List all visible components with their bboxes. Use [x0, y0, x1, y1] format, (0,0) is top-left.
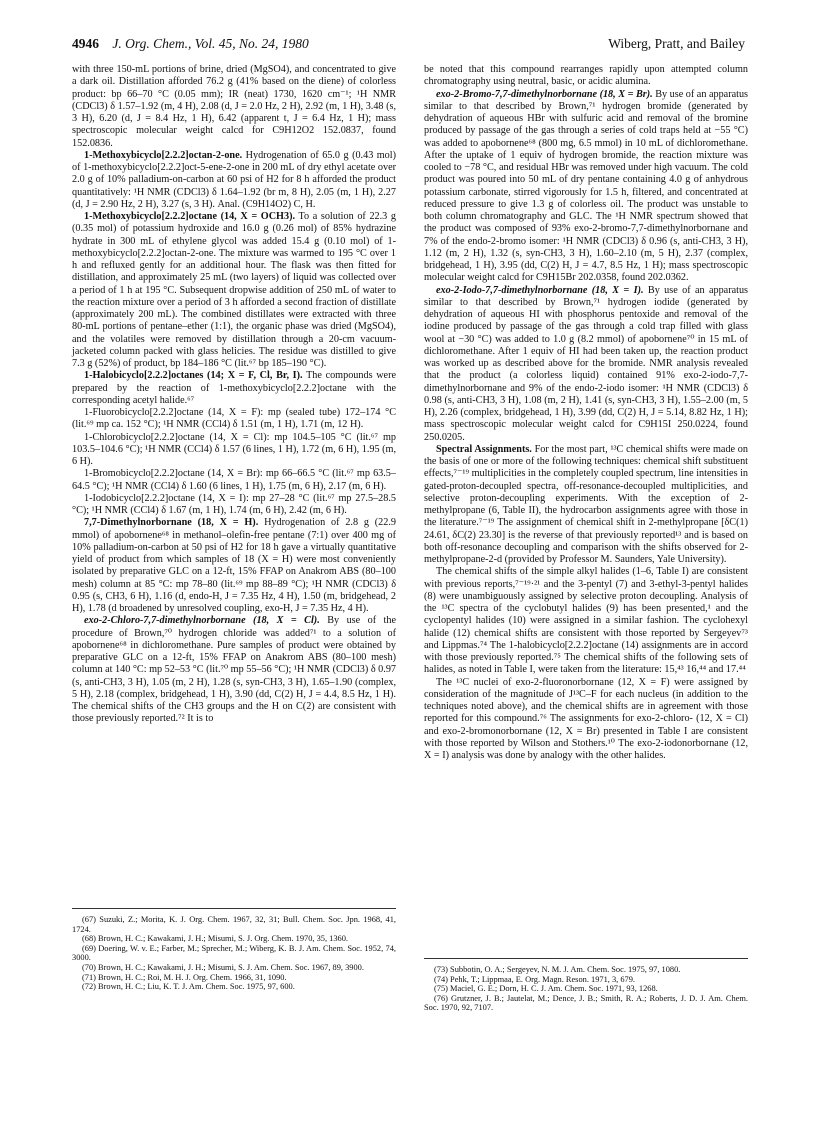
paragraph [424, 444, 748, 567]
footnote-rule [72, 908, 396, 909]
footnote: (75) Maciel, G. E.; Dorn, H. C. J. Am. Chem. Soc. 1971, 93, 1268. [434, 984, 658, 994]
paragraph-text: For the most part, ¹³C chemical shifts were made on the basis of one or more of the following techniques: chemical shift substituent effects,⁷⁻¹⁹ multiplicities in the completely coupled spectrum, line intensities in gated-proton-decoupled spectra, off-resonance-decoupled multiplicities, and selective proton-decoupling experiments. With the exception of 2-methylpropane (6, Table II), the hydrocarbon assignments agree with those in the literature.⁷⁻¹⁹ The assignment of chemical shift in 2-methylpropane [δC(1) 24.61, δC(2) 23.30] is the reverse of that previously reported¹³ and is based on both off-resonance decoupling and comparison with the shifts observed for 2-methylpropane-2-d (provided by Professor M. Saunders, Yale University). [424, 443, 749, 565]
paragraph [424, 89, 748, 285]
footnote: (69) Doering, W. v. E.; Farber, M.; Sprecher, M.; Wiberg, K. B. J. Am. Chem. Soc. 1952, 74, 3000. [72, 943, 396, 963]
paragraph [72, 370, 396, 407]
footnote: (72) Brown, H. C.; Liu, K. T. J. Am. Chem. Soc. 1975, 97, 600. [82, 982, 295, 992]
header-left [72, 36, 309, 52]
footnote: (73) Subbotin, O. A.; Sergeyev, N. M. J. Am. Chem. Soc. 1975, 97, 1080. [434, 965, 681, 974]
paragraph-text: To a solution of 22.3 g (0.35 mol) of potassium hydroxide and 16.0 g (0.26 mol) of 85% hydrazine hydrate in 300 mL of ethylene glycol was added 15.4 g (0.10 mol) of 1-methoxybicyclo[2.2.2]octan-2-one. The mixture was warmed to 195 °C over 1 h and refluxed gently for an additional hour. The flask was then fitted for distillation, and approximately 25 mL (two layers) of liquid was collected over a period of 1 h at 195 °C. Subsequent dropwise addition of 250 mL of water to the reaction mixture over a period of 3 h afforded a second fraction of distillate (approximately 200 mL). The combined distillates were extracted with three 80-mL portions of pentane–ether (1:1), the organic phase was dried (MgSO4), and the volatiles were removed by distillation through a 20-cm vacuum-jacketed column packed with glass helicies. The residue was distilled to give 7.3 g (52%) of product, bp 184–186 °C (lit.⁶⁷ bp 185–190 °C). [72, 211, 396, 369]
paragraph [424, 285, 748, 444]
section-heading: 1-Methoxybicyclo[2.2.2]octan-2-one. [84, 149, 243, 161]
paragraph-text: Hydrogenation of 2.8 g (22.9 mmol) of apobornene⁶⁸ in methanol–olefin-free pentane (7:1) over 400 mg of 10% palladium-on-carbon at 50 psi of H2 for 18 h gave a virtually quantitative yield of product from which samples of 18 (X = H) were most conveniently isolated by preparative GLC on a 12-ft, 15% FFAP on Anakrom ABS (80–100 mesh) column at 85 °C: mp 78–80 (lit.⁶⁹ mp 88–89 °C); ¹H NMR (CDCl3) δ 0.95 (s, CH3, 6 H), 1.16 (d, endo-H, J = 7.35 Hz, 4 H), 1.50 (m, bridgehead, 2 H), 1.78 (d broadened by unresolved coupling, exo-H, J = 7.35 Hz, 4 H). [72, 517, 397, 614]
paragraph-text: 1-Chlorobicyclo[2.2.2]octane (14, X = Cl): mp 104.5–105 °C (lit.⁶⁷ mp 103.5–104.6 °C); ¹H NMR (CCl4) δ 1.57 (6 lines, 1 H), 1.72 (m, 6 H), 1.95 (m, 6 H). [72, 431, 396, 467]
paragraph [424, 64, 748, 89]
paragraph-text: The chemical shifts of the simple alkyl halides (1–6, Table I) are consistent with previous reports,⁷⁻¹⁹·²¹ and the 3-pentyl (7) and 3-ethyl-3-pentyl halides (8) were unambiguously assigned by selective proton decoupling. Analysis of the ¹³C spectra of the cyclobutyl halides (9) has been presented,¹ and the cyclopentyl halides (10) were assigned in a similar fashion. The cyclohexyl halide (12) chemical shifts are consistent with those reported by Sergeyev⁷³ and Lippmas.⁷⁴ The 1-halobicyclo[2.2.2]octane (14) assignments are in accord with those previously reported.⁷⁵ The chemical shifts of the following sets of halides, as noted in Table I, were taken from the literature: 15,⁴³ 16,⁴⁴ and 17.⁴⁴ [424, 566, 748, 676]
footnote: (70) Brown, H. C.; Kawakami, J. H.; Misumi, S. J. Am. Chem. Soc. 1967, 89, 3900. [82, 962, 364, 972]
paragraph-text: The compounds were prepared by the reaction of 1-methoxybicyclo[2.2.2]octane with the corresponding acetyl halide.⁶⁷ [72, 370, 396, 406]
footnote: (67) Suzuki, Z.; Morita, K. J. Org. Chem. 1967, 32, 31; Bull. Chem. Soc. Jpn. 1968, 41, 1724. [72, 915, 396, 934]
journal-citation: J. Org. Chem., Vol. 45, No. 24, 1980 [112, 36, 309, 51]
section-heading: 7,7-Dimethylnorbornane (18, X = H). [84, 517, 259, 529]
paragraph [72, 493, 396, 518]
paragraph [72, 407, 396, 432]
section-heading: exo-2-Chloro-7,7-dimethylnorbornane (18, X = Cl). [84, 615, 320, 627]
footnote: (68) Brown, H. C.; Kawakami, J. H.; Misumi, S. J. Org. Chem. 1970, 35, 1360. [82, 934, 348, 944]
paragraph [72, 468, 396, 493]
paragraph-text: be noted that this compound rearranges rapidly upon attempted column chromatography using neutral, basic, or acidic alumina. [424, 64, 748, 88]
running-header [72, 36, 745, 56]
section-heading: exo-2-Bromo-7,7-dimethylnorbornane (18, X = Br). [436, 88, 653, 100]
paragraph [72, 150, 396, 211]
header-authors: Wiberg, Pratt, and Bailey [608, 36, 745, 51]
paragraph-text: 1-Bromobicyclo[2.2.2]octane (14, X = Br): mp 66–66.5 °C (lit.⁶⁷ mp 63.5–64.5 °C); ¹H NMR (CCl4) δ 1.60 (6 lines, 1 H), 1.75 (m, 6 H), 2.17 (m, 6 H). [72, 468, 396, 492]
paragraph-text: Hydrogenation of 65.0 g (0.43 mol) of 1-methoxybicyclo[2.2.2]oct-5-ene-2-one in 200 mL of dry ethyl acetate over 2.0 g of 10% palladium-on-carbon at 60 psi of H2 for 8 h afforded the product quantitatively: ¹H NMR (CDCl3) δ 1.64–1.92 (br m, 8 H), 2.05 (m, 1 H), 2.27 (d, J = 2.90 Hz, 2 H), 3.27 (s, 3 H). Anal. (C9H14O2) C, H. [72, 149, 397, 210]
right-column [424, 64, 748, 762]
footnotes-left [72, 908, 396, 992]
footnote: (71) Brown, H. C.; Roi, M. H. J. Org. Chem. 1966, 31, 1090. [82, 972, 287, 982]
paragraph-text: 1-Fluorobicyclo[2.2.2]octane (14, X = F): mp (sealed tube) 172–174 °C (lit.⁶⁹ mp ca. 152 °C); ¹H NMR (CCl4) δ 1.51 (m, 1 H), 1.71 (m, 12 H). [72, 407, 396, 431]
section-heading: 1-Halobicyclo[2.2.2]octanes (14; X = F, Cl, Br, I). [84, 370, 303, 382]
paragraph-text: 1-Iodobicyclo[2.2.2]octane (14, X = I): mp 27–28 °C (lit.⁶⁷ mp 27.5–28.5 °C); ¹H NMR (CCl4) δ 1.67 (m, 1 H), 1.74 (m, 6 H), 2.42 (m, 6 H). [72, 492, 396, 516]
paragraph [72, 615, 396, 725]
paragraph-text: By use of an apparatus similar to that described by Brown,⁷¹ hydrogen bromide (generated by dehydration of aqueous HBr with sulfuric acid and removal of the bromine produced by passage of the gas through a series of cold traps held at −55 °C) was added to apobornene⁶⁸ (800 mg, 6.5 mmol) in 10 mL of dichloromethane. After the uptake of 1 equiv of hydrogen bromide, the reaction mixture was cooled to −78 °C, and residual HBr was removed under high vacuum. The cold product was poured into 50 mL of dry pentane containing 4.0 g of anhydrous potassium carbonate, stirred vigorously for 1.5 h, filtered, and concentrated at reduced pressure to give 1.3 g of colorless oil. The product was unstable to both column chromatography and GLC. The ¹H NMR spectrum showed that the product was composed of 93% exo-2-bromo-7,7-dimethylnorbornane and 7% of the endo-2-bromo isomer: ¹H NMR (CDCl3) δ 0.96 (s, anti-CH3, 3 H), 1.12 (m, 2 H), 1.32 (s, syn-CH3, 3 H), 1.60–2.10 (m, 5 H), 2.37 (complex, bridgehead, 1 H), 3.95 (dd, C(2) H, J = 4.7, 8.5 Hz, 1 H); mass spectroscopic molecular weight calcd for C9H15Br 202.0358, found 202.0362. [424, 88, 749, 284]
footnotes-right [424, 958, 748, 1013]
paragraph [72, 211, 396, 370]
paragraph-text: with three 150-mL portions of brine, dried (MgSO4), and concentrated to give a dark oil. Distillation afforded 76.2 g (41% based on the diene) of colorless product: bp 66–70 °C (0.05 mm); IR (neat) 1730, 1620 cm⁻¹; ¹H NMR (CDCl3) δ 1.57–1.92 (m, 4 H), 2.08 (d, J = 2.0 Hz, 2 H), 2.92 (m, 1 H), 3.48 (s, 3 H), 6.20 (d, J = 8.4 Hz, 1 H), 6.42 (apparent t, J = 6.4 Hz, 1 H); mass spectroscopic molecular weight calcd for C9H12O2 152.0837, found 152.0836. [72, 64, 396, 149]
footnote: (74) Pehk, T.; Lippmaa, E. Org. Magn. Reson. 1971, 3, 679. [434, 974, 635, 984]
paragraph [72, 517, 396, 615]
paragraph [72, 64, 396, 150]
paragraph-text: The ¹³C nuclei of exo-2-fluoronorbornane (12, X = F) were assigned by consideration of the magnitude of J¹³C–F for each nucleus (in addition to the techniques noted above), and the chemical shifts are in agreement with those reported for this compound.⁷⁶ The assignments for exo-2-chloro- (12, X = Cl) and exo-2-bromonorbornane (12, X = Br) presented in Table I are consistent with those reported by Wilson and Stothers.¹⁰ The exo-2-iodonorbornane (12, X = I) analysis was done by analogy with the other halides. [424, 676, 748, 761]
page-number: 4946 [72, 36, 99, 51]
paragraph-text: By use of the procedure of Brown,⁷⁰ hydrogen chloride was added⁷¹ to a solution of apobornene⁶⁸ in dichloromethane. Pure samples of product were obtained by preparative GLC on a 12-ft, 15% FFAP on Anakrom ABS (80–100 mesh) column at 140 °C: mp 52–53 °C (lit.⁷⁰ mp 55–56 °C); ¹H NMR (CDCl3) δ 0.97 (s, anti-CH3, 3 H), 1.05 (m, 2 H), 1.28 (s, syn-CH3, 3 H), 1.65–1.90 (complex, 5 H), 2.18 (complex, bridgehead, 1 H), 3.90 (dd, C(2) H, J = 4.4, 8.5 Hz, 1 H). The chemical shifts of the CH3 groups and the H on C(2) are consistent with those previously reported.⁷² It is to [72, 615, 397, 725]
section-heading: Spectral Assignments. [436, 443, 532, 455]
paragraph [424, 566, 748, 676]
footnote-rule [424, 958, 748, 959]
paragraph [424, 677, 748, 763]
footnote: (76) Grutzner, J. B.; Jautelat, M.; Dence, J. B.; Smith, R. A.; Roberts, J. D. J. Am. Chem. Soc. 1970, 92, 7107. [424, 993, 748, 1013]
left-column [72, 64, 396, 726]
paragraph-text: By use of an apparatus similar to that described by Brown,⁷¹ hydrogen iodide (generated by dehydration of aqueous HI with phosphorus pentoxide and removal of the iodine produced by passage of the gas through a cold trap filled with glass wool at −30 °C) was added to 1.0 g (8.2 mmol) of apobornene⁷⁰ in 15 mL of dichloromethane. After 1 equiv of HI had been taken up, the reaction product was worked up as described above for the bromide. NMR analysis revealed that the product (a colorless liquid) contained 91% exo-2-iodo-7,7-dimethylnorbornane and 9% of the endo-2-iodo isomer: ¹H NMR (CDCl3) δ 0.98 (s, anti-CH3, 3 H), 1.08 (m, 2 H), 1.41 (s, syn-CH3, 3 H), 1.55–2.00 (m, 5 H), 2.26 (complex, bridgehead, 1 H), 3.99 (dd, C(2) H, J = 5.14, 8.82 Hz, 1 H); mass spectroscopic molecular weight calcd for C9H15I 250.0224, found 250.0205. [424, 284, 749, 443]
section-heading: exo-2-Iodo-7,7-dimethylnorbornane (18, X = I). [436, 284, 644, 296]
paragraph [72, 432, 396, 469]
section-heading: 1-Methoxybicyclo[2.2.2]octane (14, X = OCH3). [84, 211, 296, 222]
